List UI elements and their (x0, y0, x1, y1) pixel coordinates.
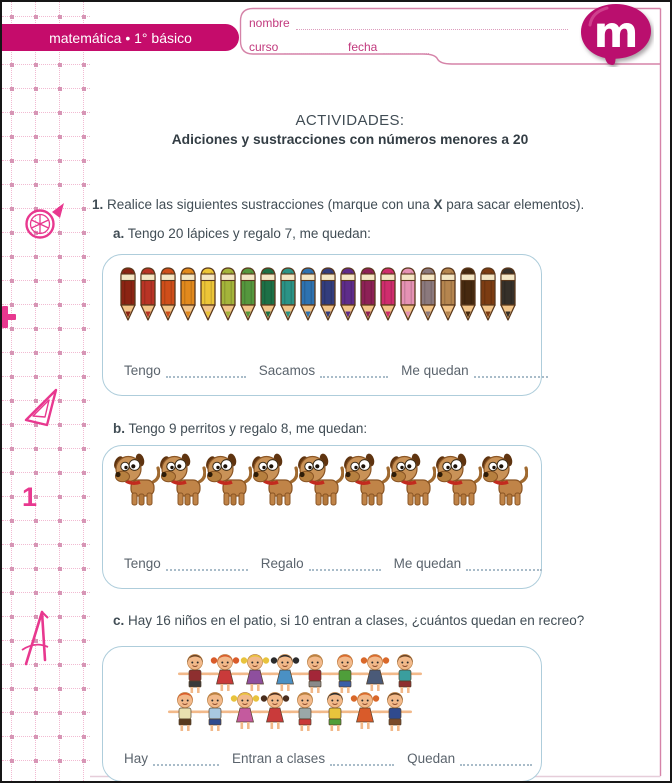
puppy-row (114, 453, 528, 514)
course-band-label: matemática • 1° básico (49, 29, 192, 46)
date-field-label: fecha (348, 40, 378, 54)
answer-blank[interactable] (153, 750, 219, 766)
item-b-answer-row (124, 555, 555, 571)
answer-label: Tengo (124, 556, 161, 571)
item-a-prompt (113, 226, 371, 241)
pencil-icon (318, 264, 338, 327)
compass-icon (22, 612, 48, 664)
item-c-answer-row (124, 750, 545, 766)
children-row-2 (168, 690, 408, 738)
puppy-icon (298, 453, 344, 514)
instruction-bold-x: X (433, 197, 443, 212)
pencil-icon (198, 264, 218, 327)
item-c-prompt (113, 613, 584, 628)
logo-letter: m (593, 8, 639, 58)
puppy-icon (160, 453, 206, 514)
date-field-blank[interactable] (383, 40, 429, 54)
item-b-text: Tengo 9 perritos y regalo 8, me quedan: (125, 421, 368, 436)
pencil-icon (138, 264, 158, 327)
child-icon (228, 690, 258, 738)
pencil-icon (418, 264, 438, 327)
puppy-icon (114, 453, 160, 514)
course-band (2, 24, 239, 51)
item-a-text: Tengo 20 lápices y regalo 7, me quedan: (124, 226, 371, 241)
child-icon (318, 690, 348, 738)
date-field (348, 40, 429, 54)
pencil-icon (398, 264, 418, 327)
pencil-icon (258, 264, 278, 327)
margin-numeral: 1 (22, 482, 38, 512)
child-icon (348, 690, 378, 738)
answer-label: Quedan (407, 751, 456, 766)
pencil-icon (458, 264, 478, 327)
answer-blank[interactable] (466, 555, 542, 571)
answer-label: Tengo (124, 363, 161, 378)
answer-blank[interactable] (166, 362, 246, 378)
pencil-icon (218, 264, 238, 327)
item-b-letter: b. (113, 421, 125, 436)
puppy-icon (206, 453, 252, 514)
child-icon (258, 690, 288, 738)
class-field-label: curso (249, 40, 279, 54)
item-c-text: Hay 16 niños en el patio, si 10 entran a clases, ¿cuántos quedan en recreo? (124, 613, 585, 628)
pencil-icon (498, 264, 518, 327)
answer-blank[interactable] (474, 362, 548, 378)
exercise-number: 1. (92, 197, 104, 212)
answer-blank[interactable] (460, 750, 532, 766)
page-subtitle: Adiciones y sustracciones con números menores a 20 (171, 132, 529, 147)
puppy-icon (344, 453, 390, 514)
pencil-icon (338, 264, 358, 327)
puppy-icon (390, 453, 436, 514)
pencil-icon (298, 264, 318, 327)
answer-label: Hay (124, 751, 149, 766)
item-b-prompt (113, 421, 367, 436)
pencil-icon (378, 264, 398, 327)
name-field (249, 16, 568, 30)
answer-blank[interactable] (320, 362, 388, 378)
instruction-text-end: para sacar elementos). (442, 197, 585, 212)
pencil-icon (278, 264, 298, 327)
item-a-letter: a. (113, 226, 125, 241)
puppy-icon (252, 453, 298, 514)
pencil-icon (118, 264, 138, 327)
exercise-instruction (92, 197, 584, 212)
page-title: ACTIVIDADES: (295, 112, 405, 129)
child-icon (198, 690, 228, 738)
answer-blank[interactable] (309, 555, 381, 571)
brand-logo (579, 3, 654, 67)
pencil-icon (158, 264, 178, 327)
instruction-text: Realice las siguientes sustracciones (marque con una (107, 197, 434, 212)
item-a-answer-row (124, 362, 561, 378)
answer-label: Sacamos (258, 363, 316, 378)
answer-blank[interactable] (330, 750, 394, 766)
name-field-blank[interactable] (296, 16, 568, 30)
answer-label: Regalo (260, 556, 304, 571)
answer-blank[interactable] (166, 555, 248, 571)
item-c-letter: c. (113, 613, 125, 628)
class-field-blank[interactable] (284, 40, 330, 54)
paper-plane-icon (26, 390, 56, 425)
citrus-slice-icon (27, 203, 65, 238)
pencil-icon (358, 264, 378, 327)
answer-label: Me quedan (393, 556, 462, 571)
name-field-label: nombre (249, 16, 290, 30)
answer-label: Me quedan (401, 363, 469, 378)
margin-icons (2, 2, 90, 783)
pencil-icon (178, 264, 198, 327)
child-icon (378, 690, 408, 738)
pencil-icon (438, 264, 458, 327)
pencil-icon (478, 264, 498, 327)
plus-icon (2, 306, 16, 328)
child-icon (288, 690, 318, 738)
child-icon (168, 690, 198, 738)
puppy-icon (436, 453, 482, 514)
answer-label: Entran a clases (232, 751, 326, 766)
puppy-icon (482, 453, 528, 514)
class-field (249, 40, 330, 54)
pencil-icon (238, 264, 258, 327)
pencil-row (118, 264, 518, 327)
